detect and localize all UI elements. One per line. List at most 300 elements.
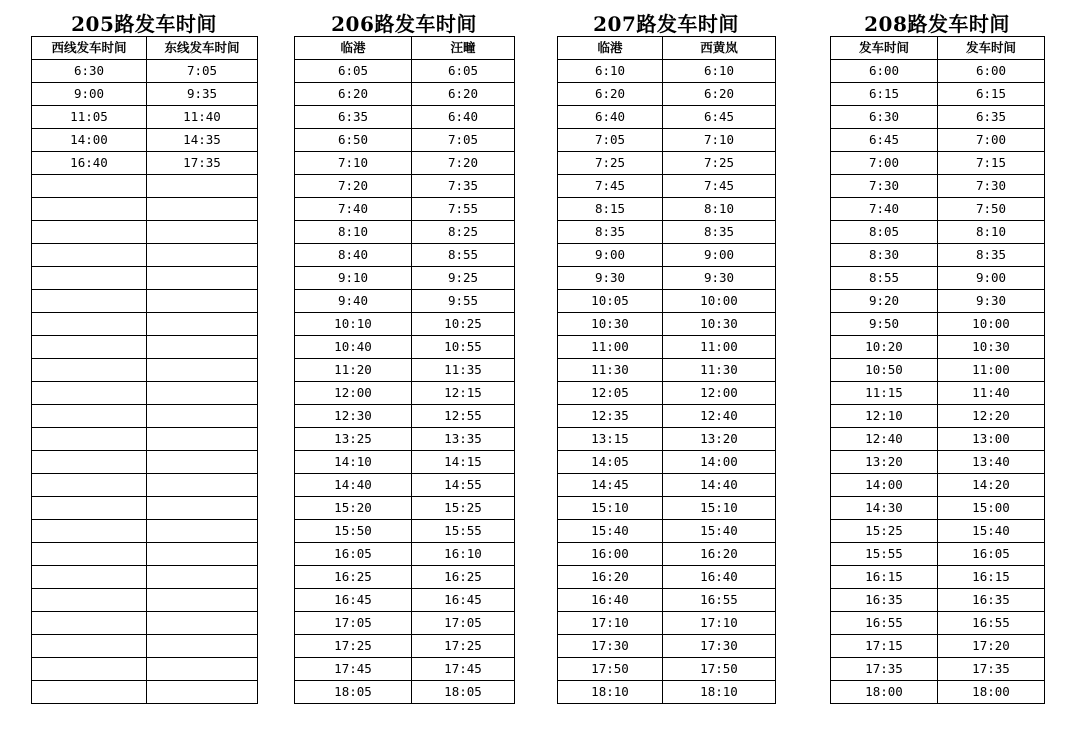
table-row	[32, 129, 258, 152]
time-cell: 14:00	[831, 474, 938, 497]
time-cell: 10:00	[663, 290, 776, 313]
table-row	[558, 83, 776, 106]
time-cell: 7:50	[938, 198, 1045, 221]
time-cell: 9:00	[663, 244, 776, 267]
time-cell: 9:35	[147, 83, 258, 106]
table-row	[295, 612, 515, 635]
time-cell: 7:25	[663, 152, 776, 175]
table-row	[831, 589, 1045, 612]
time-cell: 17:35	[938, 658, 1045, 681]
table-row	[295, 359, 515, 382]
table-row	[831, 474, 1045, 497]
time-cell: 8:10	[663, 198, 776, 221]
time-cell: 7:20	[295, 175, 412, 198]
time-cell	[147, 405, 258, 428]
table-row	[558, 520, 776, 543]
time-cell: 8:30	[831, 244, 938, 267]
time-cell: 17:20	[938, 635, 1045, 658]
time-cell: 17:30	[663, 635, 776, 658]
time-cell	[147, 612, 258, 635]
time-cell: 9:40	[295, 290, 412, 313]
time-cell: 16:25	[295, 566, 412, 589]
time-cell: 7:00	[831, 152, 938, 175]
time-cell: 14:40	[663, 474, 776, 497]
table-row	[32, 152, 258, 175]
table-row	[295, 543, 515, 566]
table-row	[295, 658, 515, 681]
table-row	[558, 60, 776, 83]
time-cell: 6:35	[295, 106, 412, 129]
time-cell	[32, 313, 147, 336]
time-cell: 12:20	[938, 405, 1045, 428]
time-cell: 16:10	[412, 543, 515, 566]
table-row	[295, 129, 515, 152]
table-row	[32, 497, 258, 520]
time-cell: 17:35	[831, 658, 938, 681]
time-cell	[32, 497, 147, 520]
table-row	[295, 520, 515, 543]
time-cell: 13:00	[938, 428, 1045, 451]
time-cell: 7:15	[938, 152, 1045, 175]
time-cell: 15:20	[295, 497, 412, 520]
time-cell: 16:55	[663, 589, 776, 612]
time-cell: 9:30	[938, 290, 1045, 313]
time-cell: 6:50	[295, 129, 412, 152]
time-cell	[147, 382, 258, 405]
time-cell: 7:10	[663, 129, 776, 152]
time-cell: 11:30	[558, 359, 663, 382]
time-cell: 18:05	[412, 681, 515, 704]
time-cell: 11:40	[938, 382, 1045, 405]
table-row	[558, 497, 776, 520]
time-cell: 6:00	[831, 60, 938, 83]
time-cell	[147, 267, 258, 290]
table-row	[32, 566, 258, 589]
time-cell: 9:30	[663, 267, 776, 290]
table-row	[831, 497, 1045, 520]
table-row	[831, 267, 1045, 290]
time-cell: 12:05	[558, 382, 663, 405]
time-cell: 14:45	[558, 474, 663, 497]
table-row	[295, 474, 515, 497]
table-row	[558, 658, 776, 681]
table-row	[295, 589, 515, 612]
table-row	[32, 106, 258, 129]
column-header: 东线发车时间	[147, 37, 258, 60]
schedule-title: 208路发车时间	[864, 12, 1010, 36]
table-row	[558, 198, 776, 221]
time-cell: 12:10	[831, 405, 938, 428]
time-cell: 7:05	[558, 129, 663, 152]
time-cell	[147, 497, 258, 520]
time-cell: 14:05	[558, 451, 663, 474]
time-cell: 10:40	[295, 336, 412, 359]
time-cell: 17:50	[663, 658, 776, 681]
table-row	[558, 405, 776, 428]
time-cell: 10:30	[938, 336, 1045, 359]
time-cell: 16:55	[831, 612, 938, 635]
time-cell: 8:35	[938, 244, 1045, 267]
time-cell	[32, 681, 147, 704]
time-cell: 6:30	[831, 106, 938, 129]
time-cell: 6:35	[938, 106, 1045, 129]
time-cell: 15:25	[831, 520, 938, 543]
time-cell: 15:00	[938, 497, 1045, 520]
time-cell: 17:15	[831, 635, 938, 658]
table-row	[831, 83, 1045, 106]
table-row	[295, 428, 515, 451]
time-cell: 11:05	[32, 106, 147, 129]
table-row	[558, 382, 776, 405]
time-cell: 14:20	[938, 474, 1045, 497]
table-row	[32, 267, 258, 290]
time-cell: 17:50	[558, 658, 663, 681]
time-cell	[32, 175, 147, 198]
time-cell: 16:20	[663, 543, 776, 566]
table-row	[558, 129, 776, 152]
table-row	[295, 681, 515, 704]
table-row	[831, 520, 1045, 543]
column-header: 西黄岚	[663, 37, 776, 60]
time-cell	[147, 359, 258, 382]
time-cell: 17:10	[663, 612, 776, 635]
time-cell: 7:00	[938, 129, 1045, 152]
time-cell	[32, 612, 147, 635]
table-row	[295, 60, 515, 83]
time-cell: 16:45	[295, 589, 412, 612]
header-row	[295, 37, 515, 60]
time-cell: 10:55	[412, 336, 515, 359]
time-cell: 6:15	[831, 83, 938, 106]
time-cell	[147, 336, 258, 359]
time-cell	[32, 566, 147, 589]
time-cell: 9:10	[295, 267, 412, 290]
time-cell: 17:25	[295, 635, 412, 658]
column-header: 西线发车时间	[32, 37, 147, 60]
table-row	[558, 543, 776, 566]
time-cell: 16:20	[558, 566, 663, 589]
table-row	[831, 129, 1045, 152]
time-cell	[147, 589, 258, 612]
column-header: 临港	[558, 37, 663, 60]
table-row	[831, 543, 1045, 566]
time-cell: 15:40	[663, 520, 776, 543]
time-cell: 12:00	[663, 382, 776, 405]
time-cell: 6:05	[412, 60, 515, 83]
time-cell	[32, 428, 147, 451]
table-row	[831, 175, 1045, 198]
time-cell: 13:20	[831, 451, 938, 474]
table-row	[558, 612, 776, 635]
table-row	[32, 428, 258, 451]
table-row	[32, 474, 258, 497]
time-cell: 6:05	[295, 60, 412, 83]
time-cell: 7:30	[938, 175, 1045, 198]
time-cell: 15:10	[558, 497, 663, 520]
table-row	[295, 152, 515, 175]
time-cell	[32, 359, 147, 382]
schedule-title: 207路发车时间	[593, 12, 739, 36]
table-row	[295, 175, 515, 198]
time-cell: 6:45	[663, 106, 776, 129]
time-cell: 12:40	[663, 405, 776, 428]
table-row	[558, 474, 776, 497]
table-row	[831, 313, 1045, 336]
time-cell: 14:15	[412, 451, 515, 474]
time-cell	[32, 451, 147, 474]
time-cell: 6:00	[938, 60, 1045, 83]
time-cell: 17:30	[558, 635, 663, 658]
time-cell: 8:25	[412, 221, 515, 244]
time-cell: 16:55	[938, 612, 1045, 635]
table-row	[295, 635, 515, 658]
time-cell: 16:15	[831, 566, 938, 589]
time-cell: 16:25	[412, 566, 515, 589]
time-cell	[147, 635, 258, 658]
table-row	[558, 451, 776, 474]
table-row	[32, 658, 258, 681]
time-cell: 12:35	[558, 405, 663, 428]
table-row	[831, 359, 1045, 382]
time-cell: 9:00	[558, 244, 663, 267]
time-cell: 11:20	[295, 359, 412, 382]
table-row	[295, 497, 515, 520]
table-row	[831, 405, 1045, 428]
schedule-title: 206路发车时间	[331, 12, 477, 36]
time-cell: 16:45	[412, 589, 515, 612]
table-row	[831, 382, 1045, 405]
time-cell: 7:25	[558, 152, 663, 175]
time-cell: 16:05	[295, 543, 412, 566]
schedule-208	[830, 10, 1044, 704]
table-row	[558, 359, 776, 382]
time-cell: 12:00	[295, 382, 412, 405]
time-cell: 15:40	[558, 520, 663, 543]
table-row	[831, 244, 1045, 267]
time-cell	[32, 589, 147, 612]
time-cell	[32, 658, 147, 681]
time-cell: 8:35	[663, 221, 776, 244]
time-cell: 11:40	[147, 106, 258, 129]
time-cell: 11:00	[558, 336, 663, 359]
time-cell: 15:55	[831, 543, 938, 566]
time-cell: 10:30	[558, 313, 663, 336]
schedule-title: 205路发车时间	[71, 12, 217, 36]
time-cell: 9:00	[938, 267, 1045, 290]
time-cell	[147, 451, 258, 474]
time-cell: 7:30	[831, 175, 938, 198]
table-row	[831, 428, 1045, 451]
table-row	[32, 520, 258, 543]
time-cell	[147, 198, 258, 221]
time-cell	[147, 313, 258, 336]
time-cell: 14:00	[663, 451, 776, 474]
table-row	[558, 681, 776, 704]
time-cell: 15:25	[412, 497, 515, 520]
time-cell: 17:10	[558, 612, 663, 635]
time-cell: 7:55	[412, 198, 515, 221]
time-cell: 17:05	[295, 612, 412, 635]
time-cell: 13:35	[412, 428, 515, 451]
table-row	[32, 359, 258, 382]
time-cell	[147, 175, 258, 198]
time-cell: 11:00	[663, 336, 776, 359]
time-cell: 16:15	[938, 566, 1045, 589]
time-cell	[32, 244, 147, 267]
table-row	[32, 451, 258, 474]
table-row	[32, 681, 258, 704]
table-row	[558, 313, 776, 336]
table-row	[295, 382, 515, 405]
column-header: 汪疃	[412, 37, 515, 60]
time-cell: 18:00	[938, 681, 1045, 704]
time-cell	[32, 336, 147, 359]
time-cell: 17:25	[412, 635, 515, 658]
table-row	[558, 290, 776, 313]
time-cell: 15:40	[938, 520, 1045, 543]
time-cell: 7:20	[412, 152, 515, 175]
table-row	[295, 313, 515, 336]
table-row	[831, 198, 1045, 221]
table-row	[831, 290, 1045, 313]
time-cell: 13:40	[938, 451, 1045, 474]
table-row	[295, 290, 515, 313]
time-cell: 11:15	[831, 382, 938, 405]
time-cell: 15:50	[295, 520, 412, 543]
time-cell: 12:15	[412, 382, 515, 405]
time-cell: 9:55	[412, 290, 515, 313]
table-row	[32, 244, 258, 267]
table-row	[295, 198, 515, 221]
table-row	[295, 566, 515, 589]
time-cell: 11:00	[938, 359, 1045, 382]
time-cell: 13:20	[663, 428, 776, 451]
table-row	[831, 221, 1045, 244]
table-row	[32, 405, 258, 428]
time-cell: 7:05	[147, 60, 258, 83]
time-cell	[32, 405, 147, 428]
time-cell: 7:40	[831, 198, 938, 221]
column-header: 临港	[295, 37, 412, 60]
table-row	[295, 451, 515, 474]
table-row	[558, 336, 776, 359]
time-cell: 14:35	[147, 129, 258, 152]
time-cell: 8:35	[558, 221, 663, 244]
time-cell: 10:25	[412, 313, 515, 336]
time-cell: 15:10	[663, 497, 776, 520]
table-row	[32, 336, 258, 359]
table-row	[295, 244, 515, 267]
table-row	[32, 175, 258, 198]
table-row	[558, 244, 776, 267]
table-row	[831, 451, 1045, 474]
table-row	[558, 221, 776, 244]
time-cell	[147, 290, 258, 313]
time-cell: 16:05	[938, 543, 1045, 566]
time-cell: 14:00	[32, 129, 147, 152]
time-cell: 18:10	[558, 681, 663, 704]
table-row	[558, 106, 776, 129]
time-cell	[32, 382, 147, 405]
time-cell	[32, 290, 147, 313]
table-row	[295, 221, 515, 244]
time-cell: 18:05	[295, 681, 412, 704]
table-row	[831, 106, 1045, 129]
schedule-207	[557, 10, 775, 704]
time-cell: 8:15	[558, 198, 663, 221]
time-cell: 10:50	[831, 359, 938, 382]
table-row	[32, 589, 258, 612]
table-row	[558, 566, 776, 589]
time-cell: 18:10	[663, 681, 776, 704]
table-row	[32, 198, 258, 221]
time-cell: 16:35	[831, 589, 938, 612]
time-cell: 6:40	[558, 106, 663, 129]
time-cell: 9:20	[831, 290, 938, 313]
header-row	[831, 37, 1045, 60]
time-cell: 8:40	[295, 244, 412, 267]
time-cell: 16:00	[558, 543, 663, 566]
time-cell: 9:25	[412, 267, 515, 290]
time-cell: 6:20	[295, 83, 412, 106]
schedule-206	[294, 10, 514, 704]
timetable	[830, 36, 1045, 704]
time-cell: 6:15	[938, 83, 1045, 106]
time-cell: 6:20	[412, 83, 515, 106]
header-row	[32, 37, 258, 60]
table-row	[831, 152, 1045, 175]
time-cell: 7:35	[412, 175, 515, 198]
time-cell: 7:40	[295, 198, 412, 221]
time-cell: 17:05	[412, 612, 515, 635]
header-row	[558, 37, 776, 60]
time-cell: 10:20	[831, 336, 938, 359]
time-cell: 6:20	[558, 83, 663, 106]
time-cell	[32, 543, 147, 566]
time-cell: 14:10	[295, 451, 412, 474]
table-row	[32, 290, 258, 313]
time-cell: 16:40	[32, 152, 147, 175]
time-cell: 16:35	[938, 589, 1045, 612]
table-row	[831, 60, 1045, 83]
column-header: 发车时间	[938, 37, 1045, 60]
table-row	[558, 589, 776, 612]
table-row	[831, 566, 1045, 589]
table-row	[831, 336, 1045, 359]
table-row	[32, 635, 258, 658]
time-cell	[147, 543, 258, 566]
time-cell	[147, 221, 258, 244]
table-row	[32, 612, 258, 635]
table-row	[831, 658, 1045, 681]
time-cell: 9:00	[32, 83, 147, 106]
time-cell: 13:25	[295, 428, 412, 451]
time-cell: 7:45	[558, 175, 663, 198]
time-cell: 9:30	[558, 267, 663, 290]
table-row	[32, 83, 258, 106]
table-row	[295, 267, 515, 290]
table-row	[831, 612, 1045, 635]
time-cell	[147, 244, 258, 267]
table-row	[32, 60, 258, 83]
table-row	[295, 83, 515, 106]
time-cell: 7:45	[663, 175, 776, 198]
time-cell: 12:55	[412, 405, 515, 428]
table-row	[558, 428, 776, 451]
schedule-205	[31, 10, 257, 704]
table-row	[831, 681, 1045, 704]
time-cell: 6:30	[32, 60, 147, 83]
